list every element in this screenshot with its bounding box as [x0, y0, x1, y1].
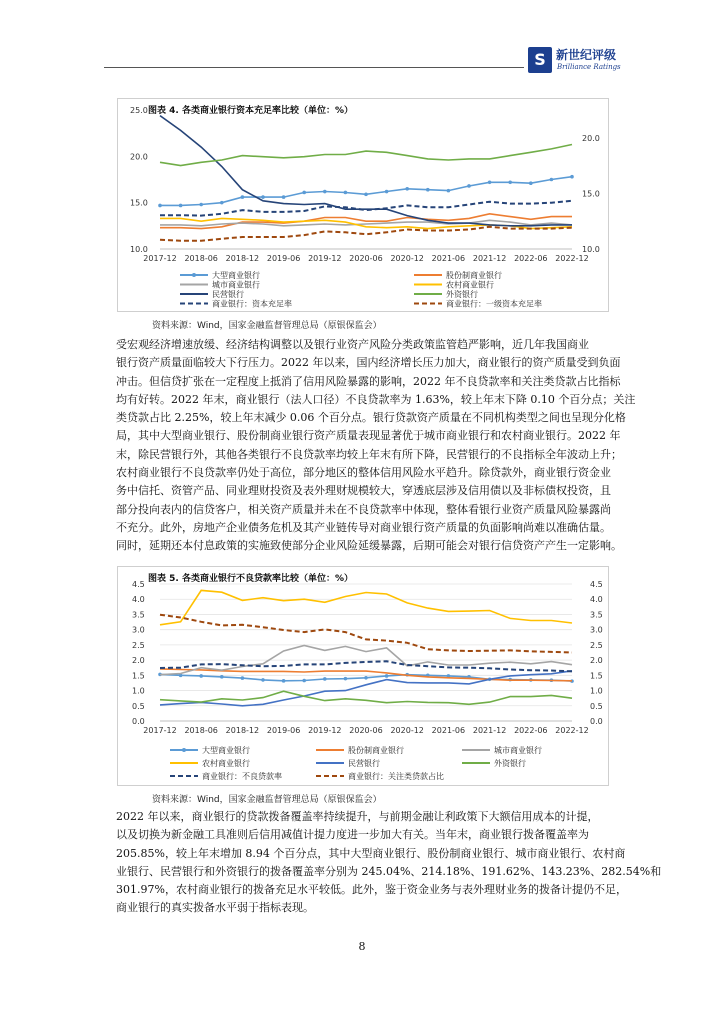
- fig5-x-tick-label: 2022-06: [514, 726, 548, 735]
- fig4-legend-label: 大型商业银行: [212, 271, 260, 280]
- fig5-series-line-5: [160, 691, 572, 704]
- fig4-series-point-0: [261, 195, 265, 199]
- paragraph-line: 农村商业银行不良贷款率仍处于高位，部分地区的整体信用风险水平趋升。除贷款外，商业银行资金业: [116, 466, 611, 480]
- fig5-left-tick-label: 0.5: [132, 701, 145, 711]
- fig5-series-point-0: [241, 676, 245, 680]
- fig4-legend-label: 民营银行: [212, 290, 244, 299]
- fig4-legend-marker: [192, 273, 196, 277]
- paragraph-line: 2022 年以来，商业银行的贷款拨备覆盖率持续提升，与前期金融让利政策下大额信用成本的计提，: [116, 810, 599, 823]
- fig4-legend-label: 城市商业银行: [212, 280, 260, 290]
- figure-5-source: 资料来源：Wind，国家金融监督管理总局（原银保监会）: [152, 795, 382, 805]
- fig4-series-point-0: [199, 203, 203, 207]
- fig5-series-line-3: [160, 590, 572, 624]
- paragraph-line: 不充分。此外，房地产企业债务危机及其产业链传导对商业银行资产质量的负面影响尚难以准确估量。: [116, 520, 611, 534]
- fig5-x-tick-label: 2021-12: [472, 726, 507, 735]
- fig5-left-tick-label: 4.5: [132, 580, 145, 589]
- fig4-series-point-0: [488, 180, 492, 184]
- paragraph-line: 业银行、民营银行和外资银行的拨备覆盖率分别为 245.04%、214.18%、191.62%、143.23%、282.54%和: [116, 864, 662, 878]
- fig4-x-tick-label: 2020-12: [390, 254, 424, 263]
- fig4-series-line-7: [160, 227, 572, 241]
- figure-5-svg: [118, 567, 610, 787]
- header-rule: [104, 67, 524, 68]
- fig4-series-point-0: [179, 204, 183, 208]
- paragraph-line: 银行资产质量面临较大下行压力。2022 年以来，国内经济增长压力加大，商业银行的资产质量受到负面: [116, 356, 621, 370]
- fig5-right-tick-label: 4.5: [590, 580, 603, 589]
- fig5-right-tick-label: 2.0: [590, 656, 603, 666]
- fig5-left-tick-label: 1.0: [132, 686, 145, 696]
- fig5-legend-label: 外资银行: [494, 759, 526, 768]
- fig5-left-tick-label: 3.5: [132, 610, 145, 620]
- fig4-x-tick-label: 2018-12: [225, 254, 260, 263]
- fig4-series-point-0: [344, 191, 348, 195]
- fig4-series-point-0: [570, 175, 574, 179]
- fig5-left-tick-label: 0.0: [132, 717, 145, 726]
- paragraph-line: 商业银行的真实拨备水平弱于指标表现。: [116, 901, 314, 915]
- fig4-legend-label: 商业银行：资本充足率: [212, 299, 292, 309]
- page-number: 8: [358, 940, 366, 953]
- fig5-right-tick-label: 1.5: [590, 671, 603, 681]
- fig5-right-tick-label: 1.0: [590, 686, 603, 696]
- fig5-x-tick-label: 2020-06: [349, 726, 383, 735]
- fig5-legend-label: 商业银行：关注类贷款占比: [348, 772, 444, 781]
- figure-4-capital-adequacy-chart: [117, 98, 609, 312]
- fig4-series-point-0: [508, 180, 512, 184]
- fig5-left-tick-label: 1.5: [132, 671, 145, 681]
- paragraph-asset-quality: [116, 336, 636, 556]
- paragraph-line: 冲击。但信贷扩张在一定程度上抵消了信用风险暴露的影响，2022 年不良贷款率和关注类贷款占比指标: [116, 374, 621, 388]
- fig5-series-point-0: [385, 674, 389, 678]
- fig5-series-point-0: [344, 677, 348, 681]
- fig4-series-point-0: [550, 178, 554, 182]
- fig4-x-tick-label: 2021-06: [431, 254, 466, 263]
- paragraph-line: 以及切换为新金融工具准则后信用减值计提力度进一步加大有关。当年末，商业银行拨备覆盖率为: [116, 828, 589, 842]
- fig4-x-tick-label: 2022-12: [555, 254, 589, 263]
- fig5-x-tick-label: 2022-12: [555, 726, 589, 735]
- paragraph-line: 均有好转。2022 年末，商业银行（法人口径）不良贷款率为 1.63%，较上年末下降 0.10 个百分点；关注: [116, 392, 636, 406]
- fig5-x-tick-label: 2017-12: [143, 726, 177, 735]
- fig4-series-point-0: [364, 193, 368, 197]
- fig5-series-point-0: [302, 679, 306, 683]
- fig5-x-tick-label: 2018-12: [225, 726, 260, 735]
- fig4-left-tick-label: 10.0: [130, 245, 148, 254]
- fig5-series-point-0: [261, 678, 265, 682]
- fig5-legend-label: 农村商业银行: [202, 759, 250, 768]
- fig4-series-point-0: [220, 201, 224, 205]
- fig4-series-point-0: [158, 204, 162, 208]
- logo-chinese-name: 新世纪评级: [556, 48, 617, 62]
- fig4-x-tick-label: 2017-12: [143, 254, 177, 263]
- fig4-series-point-0: [302, 191, 306, 195]
- fig5-legend-label: 商业银行：不良贷款率: [202, 772, 282, 781]
- fig5-right-tick-label: 0.5: [590, 701, 603, 711]
- fig4-x-tick-label: 2021-12: [472, 254, 507, 263]
- fig5-left-tick-label: 2.5: [132, 640, 145, 650]
- fig4-legend-label: 外资银行: [446, 290, 478, 299]
- fig5-legend-label: 大型商业银行: [202, 746, 250, 755]
- fig5-series-point-0: [282, 679, 286, 683]
- fig4-series-point-0: [529, 181, 533, 185]
- fig4-x-tick-label: 2019-12: [308, 254, 342, 263]
- logo-english-name: Brilliance Ratings: [557, 63, 621, 71]
- fig4-x-tick-label: 2022-06: [514, 254, 548, 263]
- logo-icon: S: [528, 47, 552, 73]
- figure-5-title: 图表 5. 各类商业银行不良贷款率比较（单位：%）: [148, 574, 353, 584]
- fig4-series-point-0: [323, 190, 327, 194]
- paragraph-line: 部分投向表内的信贷客户，相关资产质量并未在不良贷款率中体现，整体看银行业资产质量风险暴露尚: [116, 502, 611, 516]
- fig5-legend-label: 城市商业银行: [494, 746, 542, 755]
- fig5-x-tick-label: 2020-12: [390, 726, 424, 735]
- fig5-x-tick-label: 2018-06: [184, 726, 218, 735]
- fig5-legend-marker: [182, 748, 186, 752]
- fig4-series-line-5: [160, 145, 572, 166]
- fig4-series-point-0: [467, 184, 471, 188]
- fig5-x-tick-label: 2019-06: [266, 726, 301, 735]
- fig5-right-tick-label: 4.0: [590, 595, 603, 605]
- fig4-series-point-0: [282, 195, 286, 199]
- paragraph-line: 受宏观经济增速放缓、经济结构调整以及银行业资产风险分类政策监管趋严影响，近几年我国商业: [116, 338, 589, 351]
- fig4-right-tick-label: 20.0: [582, 133, 600, 143]
- fig5-right-tick-label: 3.5: [590, 610, 603, 620]
- fig4-legend-label: 商业银行：一级资本充足率: [446, 299, 542, 309]
- fig4-left-tick-label: 20.0: [130, 152, 148, 162]
- paragraph-line: 同时，延期还本付息政策的实施致使部分企业风险延缓暴露，后期可能会对银行信贷资产产生一定影响。: [116, 539, 622, 553]
- fig5-right-tick-label: 3.0: [590, 625, 603, 635]
- paragraph-line: 务中信托、资管产品、同业理财投资及表外理财规模较大，穿透底层涉及信用债以及非标债权投资，且: [116, 484, 611, 498]
- fig5-legend-label: 民营银行: [348, 759, 380, 768]
- fig5-legend-label: 股份制商业银行: [348, 746, 404, 755]
- fig4-series-point-0: [405, 187, 409, 191]
- fig4-series-point-0: [241, 195, 245, 199]
- figure-4-title: 图表 4. 各类商业银行资本充足率比较（单位：%）: [148, 106, 353, 116]
- fig4-series-point-0: [385, 190, 389, 194]
- fig4-x-tick-label: 2018-06: [184, 254, 218, 263]
- fig4-series-point-0: [426, 188, 430, 192]
- fig5-series-line-7: [160, 615, 572, 653]
- fig4-legend-label: 农村商业银行: [446, 280, 494, 290]
- fig5-series-point-0: [220, 675, 224, 679]
- figure-4-svg: [118, 99, 610, 313]
- fig5-series-point-0: [199, 674, 203, 678]
- fig5-x-tick-label: 2019-12: [308, 726, 342, 735]
- fig5-left-tick-label: 4.0: [132, 595, 145, 605]
- fig4-series-point-0: [447, 189, 451, 193]
- fig4-x-tick-label: 2020-06: [349, 254, 383, 263]
- fig5-series-point-0: [323, 677, 327, 681]
- brand-logo: [528, 45, 620, 77]
- paragraph-line: 末，除民营银行外，其他各类银行不良贷款率均较上年末有所下降，民营银行的不良指标全年波动上升；: [116, 447, 622, 461]
- fig4-right-tick-label: 10.0: [582, 245, 600, 254]
- fig4-series-line-4: [160, 116, 572, 226]
- figure-4-source: 资料来源：Wind，国家金融监督管理总局（原银保监会）: [152, 321, 382, 331]
- paragraph-line: 301.97%，农村商业银行的拨备充足水平较低。此外，鉴于资金业务与表外理财业务的拨备计提仍不足，: [116, 883, 627, 897]
- paragraph-line: 205.85%，较上年末增加 8.94 个百分点，其中大型商业银行、股份制商业银行、城市商业银行、农村商: [116, 846, 626, 860]
- fig4-left-tick-label: 25.0: [130, 106, 148, 115]
- fig4-right-tick-label: 15.0: [582, 189, 600, 199]
- fig5-x-tick-label: 2021-06: [431, 726, 466, 735]
- figure-5-npl-ratio-chart: [117, 566, 609, 786]
- fig4-left-tick-label: 15.0: [130, 198, 148, 208]
- fig5-series-point-0: [364, 676, 368, 680]
- fig4-legend-label: 股份制商业银行: [446, 271, 502, 280]
- fig5-left-tick-label: 3.0: [132, 625, 145, 635]
- fig4-x-tick-label: 2019-06: [266, 254, 301, 263]
- paragraph-provision-coverage: [116, 808, 662, 918]
- paragraph-line: 局，其中大型商业银行、股份制商业银行资产质量表现显著优于城市商业银行和农村商业银行。2022 年: [116, 429, 621, 443]
- fig5-right-tick-label: 0.0: [590, 717, 603, 726]
- paragraph-line: 类贷款占比 2.25%，较上年末减少 0.06 个百分点。银行贷款资产质量在不同机构类型之间也呈现分化格: [116, 411, 626, 425]
- fig5-left-tick-label: 2.0: [132, 656, 145, 666]
- fig5-right-tick-label: 2.5: [590, 640, 603, 650]
